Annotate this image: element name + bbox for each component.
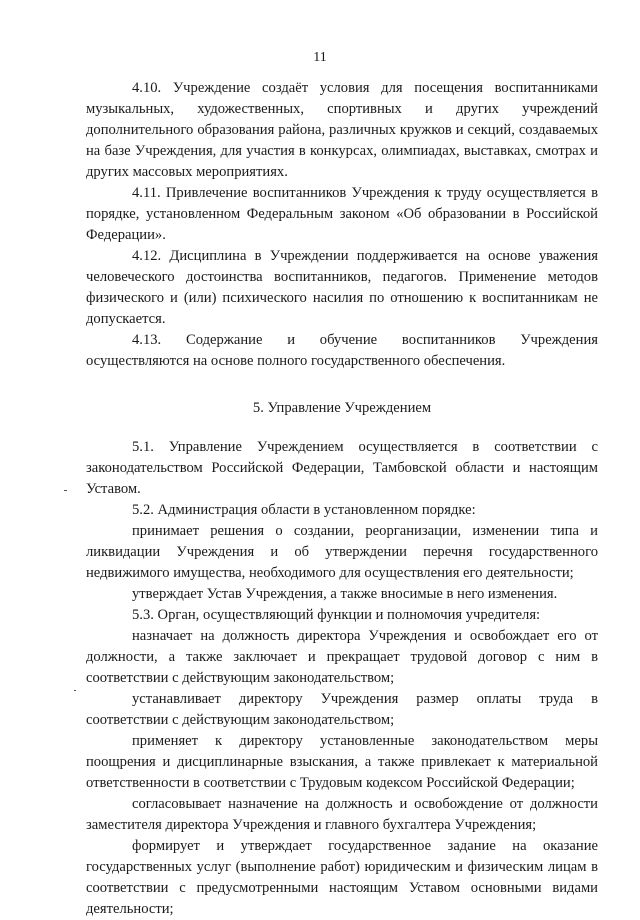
- paragraph-4-11: 4.11. Привлечение воспитанников Учреждения к труду осуществляется в порядке, установленном Федеральным законом «Об образовании в Российской Федерации».: [86, 185, 598, 243]
- paragraph-5-1: 5.1. Управление Учреждением осуществляется в соответствии с законодательством Российской Федерации, Тамбовской области и настоящим Уставом.: [86, 439, 598, 497]
- list-item-state-assignment: формирует и утверждает государственное задание на оказание государственных услуг (выполнение работ) юридическим и физическим лицам в соответствии с предусмотренными настоящим Уставом основными видами деятельности;: [86, 838, 598, 917]
- paragraph-4-12: 4.12. Дисциплина в Учреждении поддерживается на основе уважения человеческого достоинства воспитанников, педагогов. Применение методов физического и (или) психического насилия по отношению к воспитанникам не допускается.: [86, 248, 598, 327]
- list-item-director-salary: устанавливает директору Учреждения размер оплаты труда в соответствии с действующим законодательством;: [86, 691, 598, 728]
- page-number: 11: [313, 50, 327, 65]
- paragraph-4-13: 4.13. Содержание и обучение воспитанников Учреждения осуществляются на основе полного государственного обеспечения.: [86, 332, 598, 369]
- list-item-administration-decisions: принимает решения о создании, реорганизации, изменении типа и ликвидации Учреждения и об утверждении перечня государственного недвижимого имущества, необходимого для осуществления его деятельности;: [86, 523, 598, 581]
- list-item-deputy-approval: согласовывает назначение на должность и освобождение от должности заместителя директора Учреждения и главного бухгалтера Учреждения;: [86, 796, 598, 833]
- section-heading: 5. Управление Учреждением: [252, 400, 432, 416]
- scan-mark: [64, 490, 67, 491]
- document-body: [86, 78, 598, 920]
- list-item-director-incentives: применяет к директору установленные законодательством меры поощрения и дисциплинарные взыскания, а также привлекает к материальной ответственности в соответствии с Трудовым кодексом Российской Федерации;: [86, 733, 598, 791]
- paragraph-5-3: 5.3. Орган, осуществляющий функции и полномочия учредителя:: [132, 607, 541, 623]
- list-item-appoint-director: назначает на должность директора Учреждения и освобождает его от должности, а также заключает и прекращает трудовой договор с ним в соответствии с действующим законодательством;: [86, 628, 598, 686]
- list-item-administration-charter: утверждает Устав Учреждения, а также вносимые в него изменения.: [132, 586, 558, 602]
- paragraph-5-2: 5.2. Администрация области в установленном порядке:: [132, 502, 476, 518]
- paragraph-4-10: 4.10. Учреждение создаёт условия для посещения воспитанниками музыкальных, художественных, спортивных и других учреждений дополнительного образования района, различных кружков и секций, создаваемых на базе Учреждения, для участия в конкурсах, олимпиадах, выставках, смотрах и других массовых мероприятиях.: [86, 80, 598, 180]
- scan-mark: [74, 690, 76, 691]
